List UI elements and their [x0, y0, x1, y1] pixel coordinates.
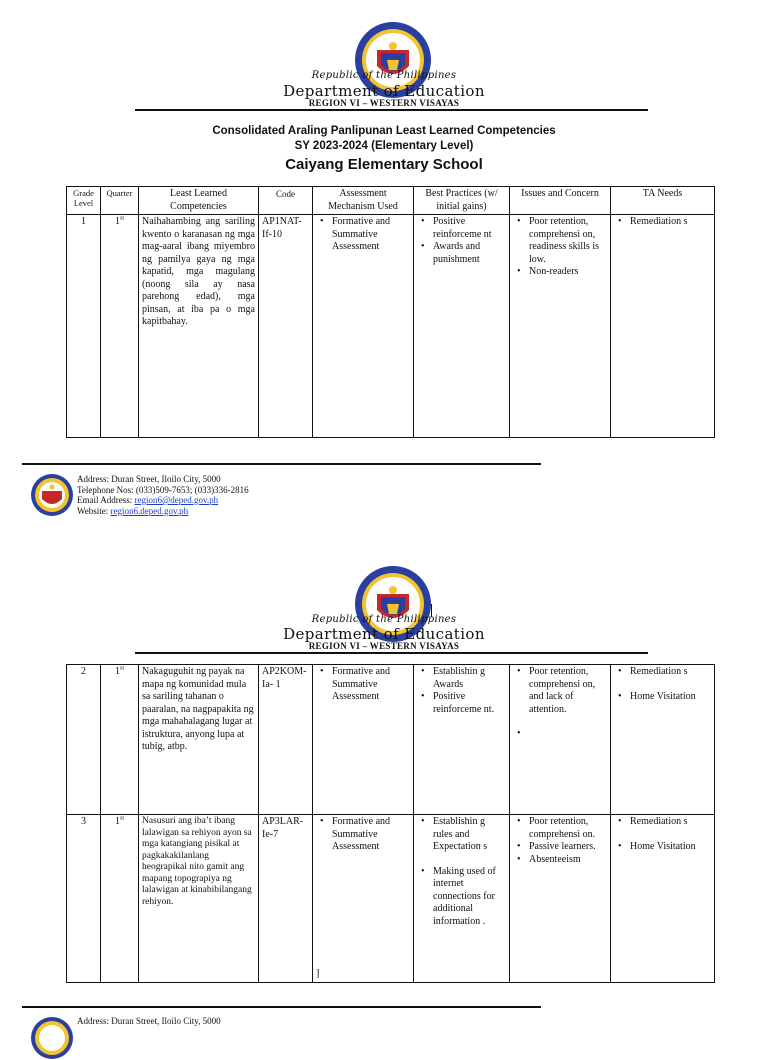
school-name: Caiyang Elementary School	[285, 156, 483, 173]
document-title: Consolidated Araling Panlipunan Least Learned Competencies	[212, 125, 556, 137]
footer-contact-block	[77, 1016, 221, 1027]
header-issues: Issues and Concern	[510, 187, 611, 215]
grade-cell: 2	[67, 665, 101, 815]
competency-cell: Nakaguguhit ng payak na mapa ng komunidad mula sa sariling tahanan o paaralan, na nagpapakita ng mga mahahalagang lugar at istruktura, anyong lupa at tubig, atbp.	[139, 665, 259, 815]
republic-text: Republic of the Philippines	[311, 70, 457, 81]
grade-cell: 1	[67, 215, 101, 438]
ta-needs-cell	[611, 665, 715, 815]
list-item: • Absenteeism	[529, 854, 607, 867]
practices-cell	[414, 215, 510, 438]
header-assessment: Assessment Mechanism Used	[313, 187, 414, 215]
practices-cell	[414, 665, 510, 815]
table-row	[67, 815, 715, 983]
header-best-practices: Best Practices (w/ initial gains)	[414, 187, 510, 215]
issues-cell	[510, 215, 611, 438]
footer-website-link[interactable]: region6.deped.gov.ph	[110, 505, 189, 516]
footer-website-label: Website:	[77, 505, 111, 516]
list-item: • Home Visitation	[630, 691, 711, 704]
deped-footer-logo	[30, 1016, 74, 1060]
header-quarter: Quarter	[101, 187, 139, 215]
region-name: REGION VI – WESTERN VISAYAS	[308, 641, 460, 651]
header-divider	[135, 652, 648, 654]
quarter-number: 1	[114, 216, 120, 227]
footer-address: Address: Duran Street, Iloilo City, 5000	[77, 1016, 221, 1026]
department-name: Department of Education	[283, 82, 485, 100]
footer-email-line	[77, 495, 249, 506]
assessment-cell	[313, 665, 414, 815]
list-item: • Formative and Summative Assessment	[332, 816, 410, 854]
header-ta-needs: TA Needs	[611, 187, 715, 215]
assessment-cell	[313, 815, 414, 983]
department-name: Department of Education	[283, 625, 485, 643]
grade-cell: 3	[67, 815, 101, 983]
document-school-year: SY 2023-2024 (Elementary Level)	[294, 140, 474, 152]
quarter-number: 1	[114, 816, 120, 827]
stray-bracket: ]	[316, 967, 320, 979]
competency-cell: Naihahambing ang sariling kwento o karanasan ng mga mag-aaral ibang miyembro ng pamilya gaya ng mga kapatid, mga magulang (noong sila ay nasa parehong edad), mga pinsan, at iba pa o mga kapitbahay.	[139, 215, 259, 438]
table-row	[67, 665, 715, 815]
quarter-cell	[101, 815, 139, 983]
issues-cell	[510, 815, 611, 983]
list-item: • Making used of internet connections for additional information .	[433, 866, 506, 929]
list-item: • Formative and Summative Assessment	[332, 216, 410, 254]
list-item: • Positive reinforceme nt.	[433, 691, 506, 716]
quarter-cell	[101, 665, 139, 815]
code-cell	[259, 815, 313, 983]
quarter-suffix: st	[119, 215, 124, 222]
code-cell: AP2KOM-Ia- 1	[259, 665, 313, 815]
footer-website-line	[77, 506, 249, 517]
list-item: • Formative and Summative Assessment	[332, 666, 410, 704]
list-item: • Remediation s	[630, 666, 711, 679]
list-item: • Passive learners.	[529, 841, 607, 854]
footer-divider	[22, 1006, 541, 1008]
competency-cell: Nasusuri ang iba’t ibang lalawigan sa rehiyon ayon sa mga katangiang pisikal at pagkakakilanlang heograpikal nito gamit ang mapang topograpiya ng lalawigan at kinabibilangang rehiyon.	[139, 815, 259, 983]
list-item: • Poor retention, comprehensi on, readiness skills is low.	[529, 216, 607, 266]
list-item: • Remediation s	[630, 816, 711, 829]
header-code: Code	[259, 187, 313, 215]
competencies-table-page-1	[66, 186, 715, 438]
quarter-cell	[101, 215, 139, 438]
list-item: • Establishin g Awards	[433, 666, 506, 691]
table-header-row	[67, 187, 715, 215]
list-item: • Establishin g rules and Expectation s	[433, 816, 506, 854]
footer-contact-block	[77, 474, 249, 516]
footer-divider	[22, 463, 541, 465]
competencies-table-page-2	[66, 664, 715, 983]
code-value: AP3LAR-Ie-7	[262, 816, 304, 840]
header-divider	[135, 109, 648, 111]
list-item: • Awards and punishment	[433, 241, 506, 266]
list-item: • Home Visitation	[630, 841, 711, 854]
region-name: REGION VI – WESTERN VISAYAS	[308, 98, 460, 108]
issues-cell	[510, 665, 611, 815]
code-cell: AP1NAT-If-10	[259, 215, 313, 438]
footer-address: Address: Duran Street, Iloilo City, 5000	[77, 474, 221, 484]
quarter-suffix: st	[119, 815, 124, 822]
table-row	[67, 215, 715, 438]
ta-needs-cell	[611, 215, 715, 438]
footer-email-link[interactable]: region6@deped.gov.ph	[134, 495, 219, 505]
republic-text: Republic of the Philippines	[311, 614, 457, 625]
assessment-cell	[313, 215, 414, 438]
practices-cell	[414, 815, 510, 983]
footer-telephone: Telephone Nos: (033)509-7653; (033)336-2816	[77, 484, 249, 495]
list-item: • Poor retention, comprehensi on.	[529, 816, 607, 841]
list-item: • Remediation s	[630, 216, 711, 229]
deped-footer-logo	[30, 473, 74, 517]
quarter-number: 1	[114, 666, 120, 677]
list-item: • Non-readers	[529, 266, 607, 279]
quarter-suffix: st	[119, 665, 124, 672]
list-item: • Positive reinforceme nt	[433, 216, 506, 241]
header-grade-level: Grade Level	[67, 187, 101, 215]
footer-email-label: Email Address:	[77, 495, 135, 505]
ta-needs-cell	[611, 815, 715, 983]
header-competencies: Least Learned Competencies	[139, 187, 259, 215]
list-item: • Poor retention, comprehensi on, and lack of attention.	[529, 666, 607, 716]
